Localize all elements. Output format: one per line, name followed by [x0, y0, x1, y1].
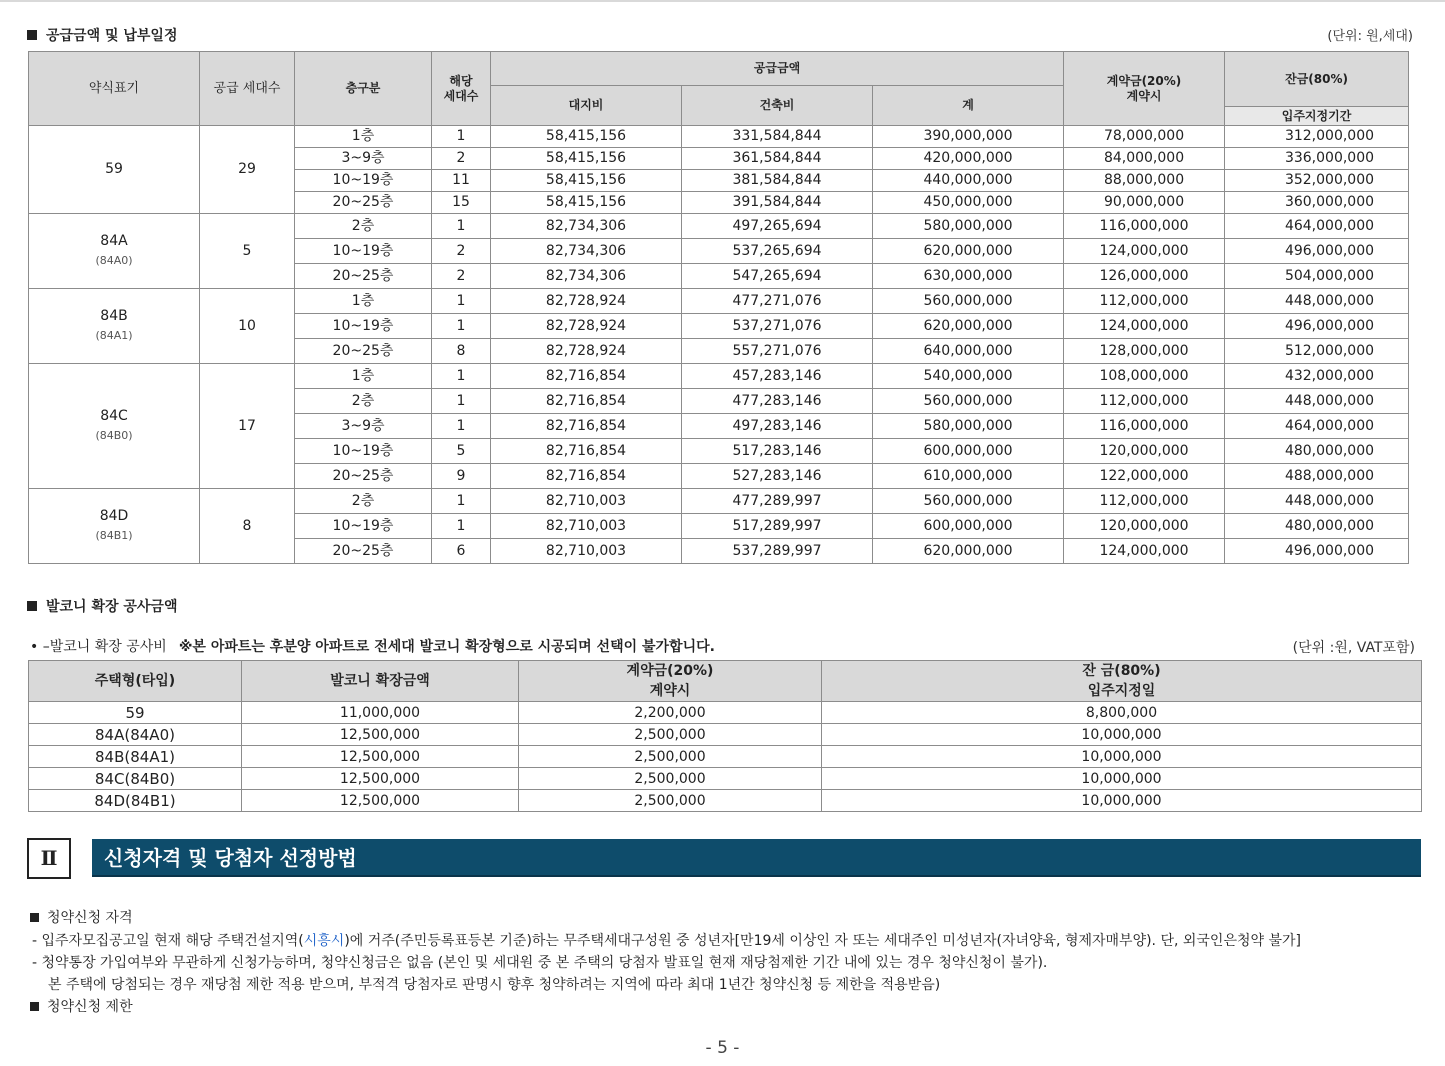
count-cell: 1 — [432, 514, 491, 539]
type-label: 59 — [105, 161, 123, 177]
header-balance: 잔금(80%) — [1225, 52, 1409, 107]
header-type: 약식표기 — [29, 52, 200, 126]
header-supply-households: 공급 세대수 — [200, 52, 295, 126]
building-cost-cell: 331,584,844 — [682, 126, 873, 148]
count-cell: 6 — [432, 539, 491, 564]
count-cell: 1 — [432, 214, 491, 239]
floor-cell: 10~19층 — [295, 514, 432, 539]
floor-cell: 3~9층 — [295, 148, 432, 170]
deposit-cell: 112,000,000 — [1064, 389, 1225, 414]
balance-cell: 448,000,000 — [1225, 389, 1409, 414]
deposit-cell: 112,000,000 — [1064, 489, 1225, 514]
balance-cell: 312,000,000 — [1225, 126, 1409, 148]
deposit-cell: 116,000,000 — [1064, 214, 1225, 239]
restriction-heading — [30, 996, 133, 1016]
section-heading-text: 공급금액 및 납부일정 — [46, 28, 178, 44]
total-cell: 610,000,000 — [873, 464, 1064, 489]
balcony-unit-label: (단위 :원, VAT포함) — [1292, 640, 1415, 656]
building-cost-cell: 381,584,844 — [682, 170, 873, 192]
type-label: 84B — [100, 308, 128, 324]
floor-cell: 1층 — [295, 364, 432, 389]
table-row — [29, 489, 1409, 514]
line1-part-a: - 입주자모집공고일 현재 해당 주택건설지역( — [32, 933, 304, 949]
balcony-amount-cell: 12,500,000 — [242, 768, 519, 790]
deposit-cell: 112,000,000 — [1064, 289, 1225, 314]
header-deposit: 계약금(20%) 계약시 — [1064, 52, 1225, 126]
balcony-amount-cell: 11,000,000 — [242, 702, 519, 724]
count-cell: 5 — [432, 439, 491, 464]
deposit-cell: 88,000,000 — [1064, 170, 1225, 192]
balcony-header-balance-sub: 입주지정일 — [822, 681, 1422, 702]
balcony-price-table — [28, 660, 1422, 812]
balcony-type-cell: 59 — [29, 702, 242, 724]
type-label: 84D — [99, 508, 129, 524]
floor-cell: 10~19층 — [295, 439, 432, 464]
deposit-cell: 122,000,000 — [1064, 464, 1225, 489]
balcony-header-amount: 발코니 확장금액 — [242, 661, 519, 702]
total-cell: 420,000,000 — [873, 148, 1064, 170]
balcony-type-cell: 84B(84A1) — [29, 746, 242, 768]
land-cost-cell: 82,734,306 — [491, 239, 682, 264]
table-row — [29, 746, 1422, 768]
balance-cell: 512,000,000 — [1225, 339, 1409, 364]
households-cell: 10 — [200, 289, 295, 364]
balance-cell: 352,000,000 — [1225, 170, 1409, 192]
land-cost-cell: 82,728,924 — [491, 289, 682, 314]
count-cell: 8 — [432, 339, 491, 364]
balcony-balance-cell: 10,000,000 — [822, 768, 1422, 790]
balance-cell: 480,000,000 — [1225, 514, 1409, 539]
table-row — [29, 364, 1409, 389]
square-bullet-icon — [27, 601, 37, 611]
land-cost-cell: 82,716,854 — [491, 364, 682, 389]
balance-cell: 432,000,000 — [1225, 364, 1409, 389]
total-cell: 600,000,000 — [873, 439, 1064, 464]
balance-cell: 360,000,000 — [1225, 192, 1409, 214]
type-label: 84C — [100, 408, 128, 424]
table-row — [29, 724, 1422, 746]
building-cost-cell: 537,289,997 — [682, 539, 873, 564]
chapter-title-banner: 신청자격 및 당첨자 선정방법 — [92, 839, 1421, 877]
count-cell: 1 — [432, 289, 491, 314]
building-cost-cell: 517,283,146 — [682, 439, 873, 464]
building-cost-cell: 477,283,146 — [682, 389, 873, 414]
type-sub-label: (84A1) — [95, 329, 133, 342]
floor-cell: 10~19층 — [295, 239, 432, 264]
building-cost-cell: 477,271,076 — [682, 289, 873, 314]
building-cost-cell: 497,265,694 — [682, 214, 873, 239]
balcony-deposit-cell: 2,500,000 — [519, 790, 822, 812]
qualification-line-1 — [32, 930, 1301, 950]
land-cost-cell: 58,415,156 — [491, 192, 682, 214]
households-cell: 8 — [200, 489, 295, 564]
total-cell: 640,000,000 — [873, 339, 1064, 364]
land-cost-cell: 82,710,003 — [491, 539, 682, 564]
chapter-number: Ⅱ — [27, 838, 71, 879]
balcony-balance-cell: 10,000,000 — [822, 724, 1422, 746]
balcony-deposit-cell: 2,500,000 — [519, 724, 822, 746]
balcony-balance-cell: 10,000,000 — [822, 790, 1422, 812]
balcony-note-bold: ※본 아파트는 후분양 아파트로 전세대 발코니 확장형으로 시공되며 선택이 불가합니다. — [178, 639, 715, 655]
total-cell: 630,000,000 — [873, 264, 1064, 289]
balance-cell: 496,000,000 — [1225, 539, 1409, 564]
count-cell: 2 — [432, 148, 491, 170]
floor-cell: 2층 — [295, 389, 432, 414]
balcony-type-cell: 84D(84B1) — [29, 790, 242, 812]
building-cost-cell: 361,584,844 — [682, 148, 873, 170]
line1-city: 시흥시 — [303, 933, 345, 949]
floor-cell: 20~25층 — [295, 464, 432, 489]
total-cell: 440,000,000 — [873, 170, 1064, 192]
balance-cell: 336,000,000 — [1225, 148, 1409, 170]
land-cost-cell: 82,716,854 — [491, 414, 682, 439]
balcony-deposit-cell: 2,200,000 — [519, 702, 822, 724]
count-cell: 1 — [432, 489, 491, 514]
land-cost-cell: 82,728,924 — [491, 339, 682, 364]
header-applicable-households: 해당 세대수 — [432, 52, 491, 126]
header-total: 계 — [873, 86, 1064, 126]
floor-cell: 1층 — [295, 126, 432, 148]
floor-cell: 20~25층 — [295, 339, 432, 364]
deposit-cell: 128,000,000 — [1064, 339, 1225, 364]
land-cost-cell: 82,716,854 — [491, 439, 682, 464]
households-cell: 17 — [200, 364, 295, 489]
table-row — [29, 214, 1409, 239]
total-cell: 600,000,000 — [873, 514, 1064, 539]
top-rule — [0, 0, 1445, 2]
count-cell: 1 — [432, 314, 491, 339]
count-cell: 1 — [432, 414, 491, 439]
households-cell: 5 — [200, 214, 295, 289]
count-cell: 11 — [432, 170, 491, 192]
balcony-header-balance: 잔 금(80%) — [822, 661, 1422, 682]
total-cell: 580,000,000 — [873, 214, 1064, 239]
floor-cell: 10~19층 — [295, 314, 432, 339]
square-bullet-icon — [30, 1002, 39, 1011]
table-row — [29, 702, 1422, 724]
total-cell: 450,000,000 — [873, 192, 1064, 214]
land-cost-cell: 58,415,156 — [491, 126, 682, 148]
square-bullet-icon — [27, 30, 37, 40]
balance-cell: 496,000,000 — [1225, 239, 1409, 264]
header-land-cost: 대지비 — [491, 86, 682, 126]
qualification-line-3: 본 주택에 당첨되는 경우 재당첨 제한 적용 받으며, 부적격 당첨자로 판명시 향후 청약하려는 지역에 따라 최대 1년간 청약신청 등 제한을 적용받음) — [48, 977, 941, 993]
table-row — [29, 126, 1409, 148]
count-cell: 15 — [432, 192, 491, 214]
section-heading-balcony — [27, 596, 177, 616]
balance-cell: 464,000,000 — [1225, 414, 1409, 439]
type-sub-label: (84A0) — [95, 254, 133, 267]
land-cost-cell: 58,415,156 — [491, 170, 682, 192]
balcony-header-deposit: 계약금(20%) — [519, 661, 822, 682]
total-cell: 560,000,000 — [873, 289, 1064, 314]
count-cell: 1 — [432, 364, 491, 389]
total-cell: 390,000,000 — [873, 126, 1064, 148]
building-cost-cell: 547,265,694 — [682, 264, 873, 289]
unit-label: (단위: 원,세대) — [1327, 29, 1413, 44]
total-cell: 580,000,000 — [873, 414, 1064, 439]
households-cell: 29 — [200, 126, 295, 214]
balcony-note-prefix: • –발코니 확장 공사비 — [30, 639, 167, 655]
building-cost-cell: 391,584,844 — [682, 192, 873, 214]
floor-cell: 20~25층 — [295, 264, 432, 289]
table-row — [29, 790, 1422, 812]
floor-cell: 3~9층 — [295, 414, 432, 439]
balcony-note — [30, 636, 715, 656]
type-sub-label: (84B0) — [95, 429, 133, 442]
floor-cell: 10~19층 — [295, 170, 432, 192]
building-cost-cell: 527,283,146 — [682, 464, 873, 489]
type-cell — [29, 126, 200, 214]
building-cost-cell: 497,283,146 — [682, 414, 873, 439]
balcony-type-cell: 84A(84A0) — [29, 724, 242, 746]
building-cost-cell: 537,265,694 — [682, 239, 873, 264]
deposit-cell: 116,000,000 — [1064, 414, 1225, 439]
floor-cell: 1층 — [295, 289, 432, 314]
land-cost-cell: 82,734,306 — [491, 214, 682, 239]
deposit-cell: 124,000,000 — [1064, 539, 1225, 564]
qualification-heading — [30, 907, 133, 927]
land-cost-cell: 82,710,003 — [491, 489, 682, 514]
balcony-balance-cell: 10,000,000 — [822, 746, 1422, 768]
total-cell: 620,000,000 — [873, 539, 1064, 564]
supply-price-table — [28, 51, 1409, 564]
building-cost-cell: 457,283,146 — [682, 364, 873, 389]
land-cost-cell: 82,716,854 — [491, 464, 682, 489]
land-cost-cell: 82,734,306 — [491, 264, 682, 289]
deposit-cell: 124,000,000 — [1064, 239, 1225, 264]
type-cell — [29, 489, 200, 564]
floor-cell: 20~25층 — [295, 192, 432, 214]
land-cost-cell: 82,728,924 — [491, 314, 682, 339]
balance-cell: 448,000,000 — [1225, 489, 1409, 514]
type-cell — [29, 289, 200, 364]
type-cell — [29, 214, 200, 289]
balcony-amount-cell: 12,500,000 — [242, 724, 519, 746]
balance-cell: 464,000,000 — [1225, 214, 1409, 239]
balance-cell: 480,000,000 — [1225, 439, 1409, 464]
balcony-deposit-cell: 2,500,000 — [519, 746, 822, 768]
floor-cell: 2층 — [295, 214, 432, 239]
total-cell: 560,000,000 — [873, 489, 1064, 514]
restriction-heading-text: 청약신청 제한 — [47, 999, 133, 1015]
page-number: - 5 - — [705, 1038, 740, 1058]
total-cell: 560,000,000 — [873, 389, 1064, 414]
qualification-heading-text: 청약신청 자격 — [47, 910, 133, 926]
count-cell: 9 — [432, 464, 491, 489]
deposit-cell: 90,000,000 — [1064, 192, 1225, 214]
deposit-cell: 120,000,000 — [1064, 514, 1225, 539]
header-building-cost: 건축비 — [682, 86, 873, 126]
balcony-price-body — [29, 702, 1422, 812]
type-sub-label: (84B1) — [95, 529, 133, 542]
type-cell — [29, 364, 200, 489]
count-cell: 2 — [432, 264, 491, 289]
balcony-amount-cell: 12,500,000 — [242, 790, 519, 812]
section-heading-text: 발코니 확장 공사금액 — [46, 599, 178, 615]
total-cell: 620,000,000 — [873, 314, 1064, 339]
floor-cell: 20~25층 — [295, 539, 432, 564]
line1-part-b: )에 거주(주민등록표등본 기준)하는 무주택세대구성원 중 성년자[만19세 이상인 자 또는 세대주인 미성년자(자녀양육, 형제자매부양). 단, 외국인은청약 불가] — [344, 933, 1301, 949]
balcony-deposit-cell: 2,500,000 — [519, 768, 822, 790]
type-label: 84A — [100, 233, 128, 249]
deposit-cell: 108,000,000 — [1064, 364, 1225, 389]
balance-cell: 496,000,000 — [1225, 314, 1409, 339]
deposit-cell: 124,000,000 — [1064, 314, 1225, 339]
qualification-line-2: - 청약통장 가입여부와 무관하게 신청가능하며, 청약신청금은 없음 (본인 및 세대원 중 본 주택의 당첨자 발표일 현재 재당첨제한 기간 내에 있는 경우 청약신청이 불가). — [32, 955, 1048, 971]
table-row — [29, 768, 1422, 790]
deposit-cell: 78,000,000 — [1064, 126, 1225, 148]
section-heading-supply — [27, 25, 177, 45]
balcony-header-deposit-sub: 계약시 — [519, 681, 822, 702]
land-cost-cell: 82,716,854 — [491, 389, 682, 414]
balance-cell: 504,000,000 — [1225, 264, 1409, 289]
balance-cell: 448,000,000 — [1225, 289, 1409, 314]
total-cell: 540,000,000 — [873, 364, 1064, 389]
deposit-cell: 120,000,000 — [1064, 439, 1225, 464]
header-supply-amount: 공급금액 — [491, 52, 1064, 86]
floor-cell: 2층 — [295, 489, 432, 514]
count-cell: 2 — [432, 239, 491, 264]
total-cell: 620,000,000 — [873, 239, 1064, 264]
land-cost-cell: 58,415,156 — [491, 148, 682, 170]
deposit-cell: 126,000,000 — [1064, 264, 1225, 289]
balcony-balance-cell: 8,800,000 — [822, 702, 1422, 724]
balance-cell: 488,000,000 — [1225, 464, 1409, 489]
square-bullet-icon — [30, 913, 39, 922]
balcony-amount-cell: 12,500,000 — [242, 746, 519, 768]
building-cost-cell: 517,289,997 — [682, 514, 873, 539]
building-cost-cell: 477,289,997 — [682, 489, 873, 514]
header-balance-sub: 입주지정기간 — [1225, 107, 1409, 126]
supply-price-body — [29, 126, 1409, 564]
balcony-type-cell: 84C(84B0) — [29, 768, 242, 790]
count-cell: 1 — [432, 389, 491, 414]
deposit-cell: 84,000,000 — [1064, 148, 1225, 170]
building-cost-cell: 557,271,076 — [682, 339, 873, 364]
building-cost-cell: 537,271,076 — [682, 314, 873, 339]
balcony-header-type: 주택형(타입) — [29, 661, 242, 702]
table-row — [29, 289, 1409, 314]
land-cost-cell: 82,710,003 — [491, 514, 682, 539]
count-cell: 1 — [432, 126, 491, 148]
header-floor: 층구분 — [295, 52, 432, 126]
